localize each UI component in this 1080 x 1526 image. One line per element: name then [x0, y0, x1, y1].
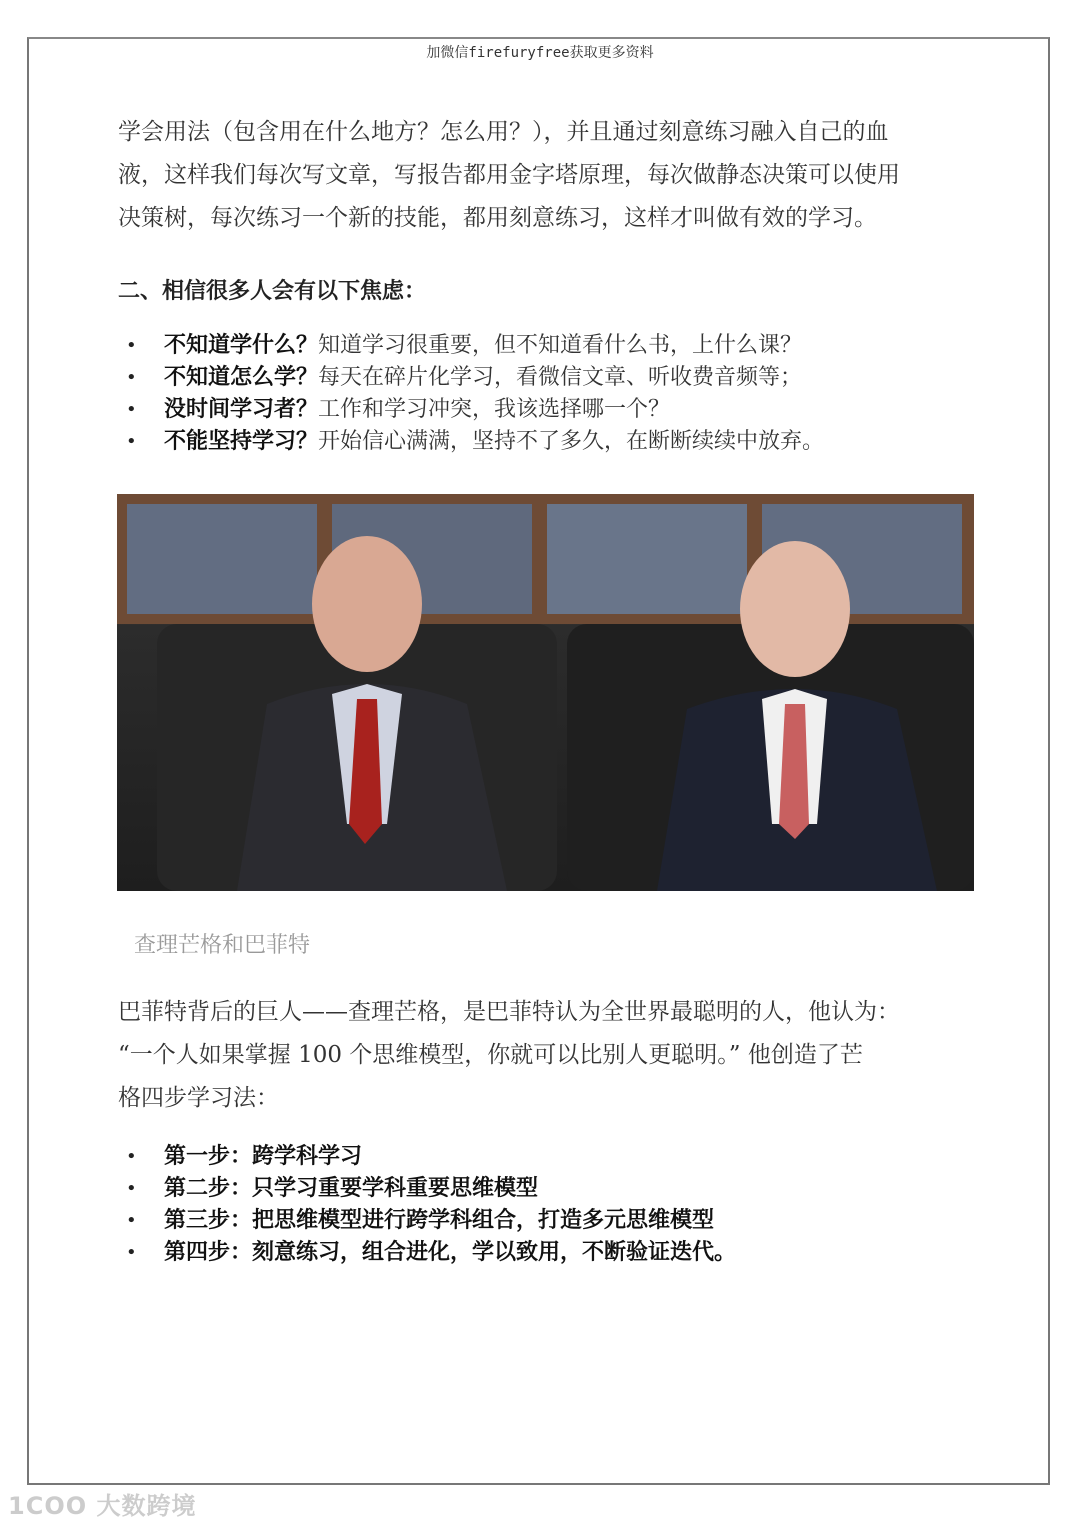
list-item [118, 394, 824, 426]
item-answer: 开始信心满满，坚持不了多久，在断断续续中放弃。 [318, 429, 825, 454]
list-item [118, 426, 824, 458]
item-question: 不能坚持学习？ [164, 429, 319, 454]
step-text: 第二步：只学习重要学科重要思维模型 [164, 1176, 539, 1201]
section-heading: 二、相信很多人会有以下焦虑： [118, 279, 427, 304]
steps-list [118, 1141, 736, 1269]
paragraph-munger [118, 991, 968, 1120]
item-question: 不知道学什么？ [164, 333, 319, 358]
list-item [118, 1173, 736, 1205]
item-question: 不知道怎么学？ [164, 365, 319, 390]
item-answer: 知道学习很重要，但不知道看什么书，上什么课？ [318, 333, 803, 358]
list-item [118, 1237, 736, 1269]
text-line: “一个人如果掌握 100 个思维模型，你就可以比别人更聪明。” 他创造了芒 [118, 1042, 863, 1068]
photo-illustration [117, 494, 974, 891]
text-line: 决策树，每次练习一个新的技能，都用刻意练习，这样才叫做有效的学习。 [118, 205, 877, 231]
list-item [118, 1205, 736, 1237]
photo-caption: 查理芒格和巴菲特 [134, 933, 311, 958]
item-answer: 工作和学习冲突，我该选择哪一个？ [318, 397, 671, 422]
step-text: 第三步：把思维模型进行跨学科组合，打造多元思维模型 [164, 1208, 715, 1233]
item-answer: 每天在碎片化学习，看微信文章、听收费音频等； [318, 365, 803, 390]
list-item [118, 362, 824, 394]
text-line: 巴菲特背后的巨人——查理芒格，是巴菲特认为全世界最聪明的人，他认为： [118, 999, 900, 1025]
anxiety-list [118, 330, 824, 458]
text-line: 液，这样我们每次写文章，写报告都用金字塔原理，每次做静态决策可以使用 [118, 162, 900, 188]
step-text: 第一步：跨学科学习 [164, 1144, 363, 1169]
page-header: 加微信firefuryfree获取更多资料 [426, 45, 654, 61]
step-text: 第四步：刻意练习，组合进化，学以致用，不断验证迭代。 [164, 1240, 737, 1265]
text-line: 格四步学习法： [118, 1085, 279, 1111]
list-item [118, 330, 824, 362]
paragraph-intro [118, 111, 968, 240]
list-item [118, 1141, 736, 1173]
watermark-logo: 1COO 大数跨境 [8, 1492, 197, 1520]
text-line: 学会用法（包含用在什么地方？怎么用？），并且通过刻意练习融入自己的血 [118, 119, 889, 145]
photo-munger-buffett [117, 494, 974, 891]
item-question: 没时间学习者？ [164, 397, 319, 422]
